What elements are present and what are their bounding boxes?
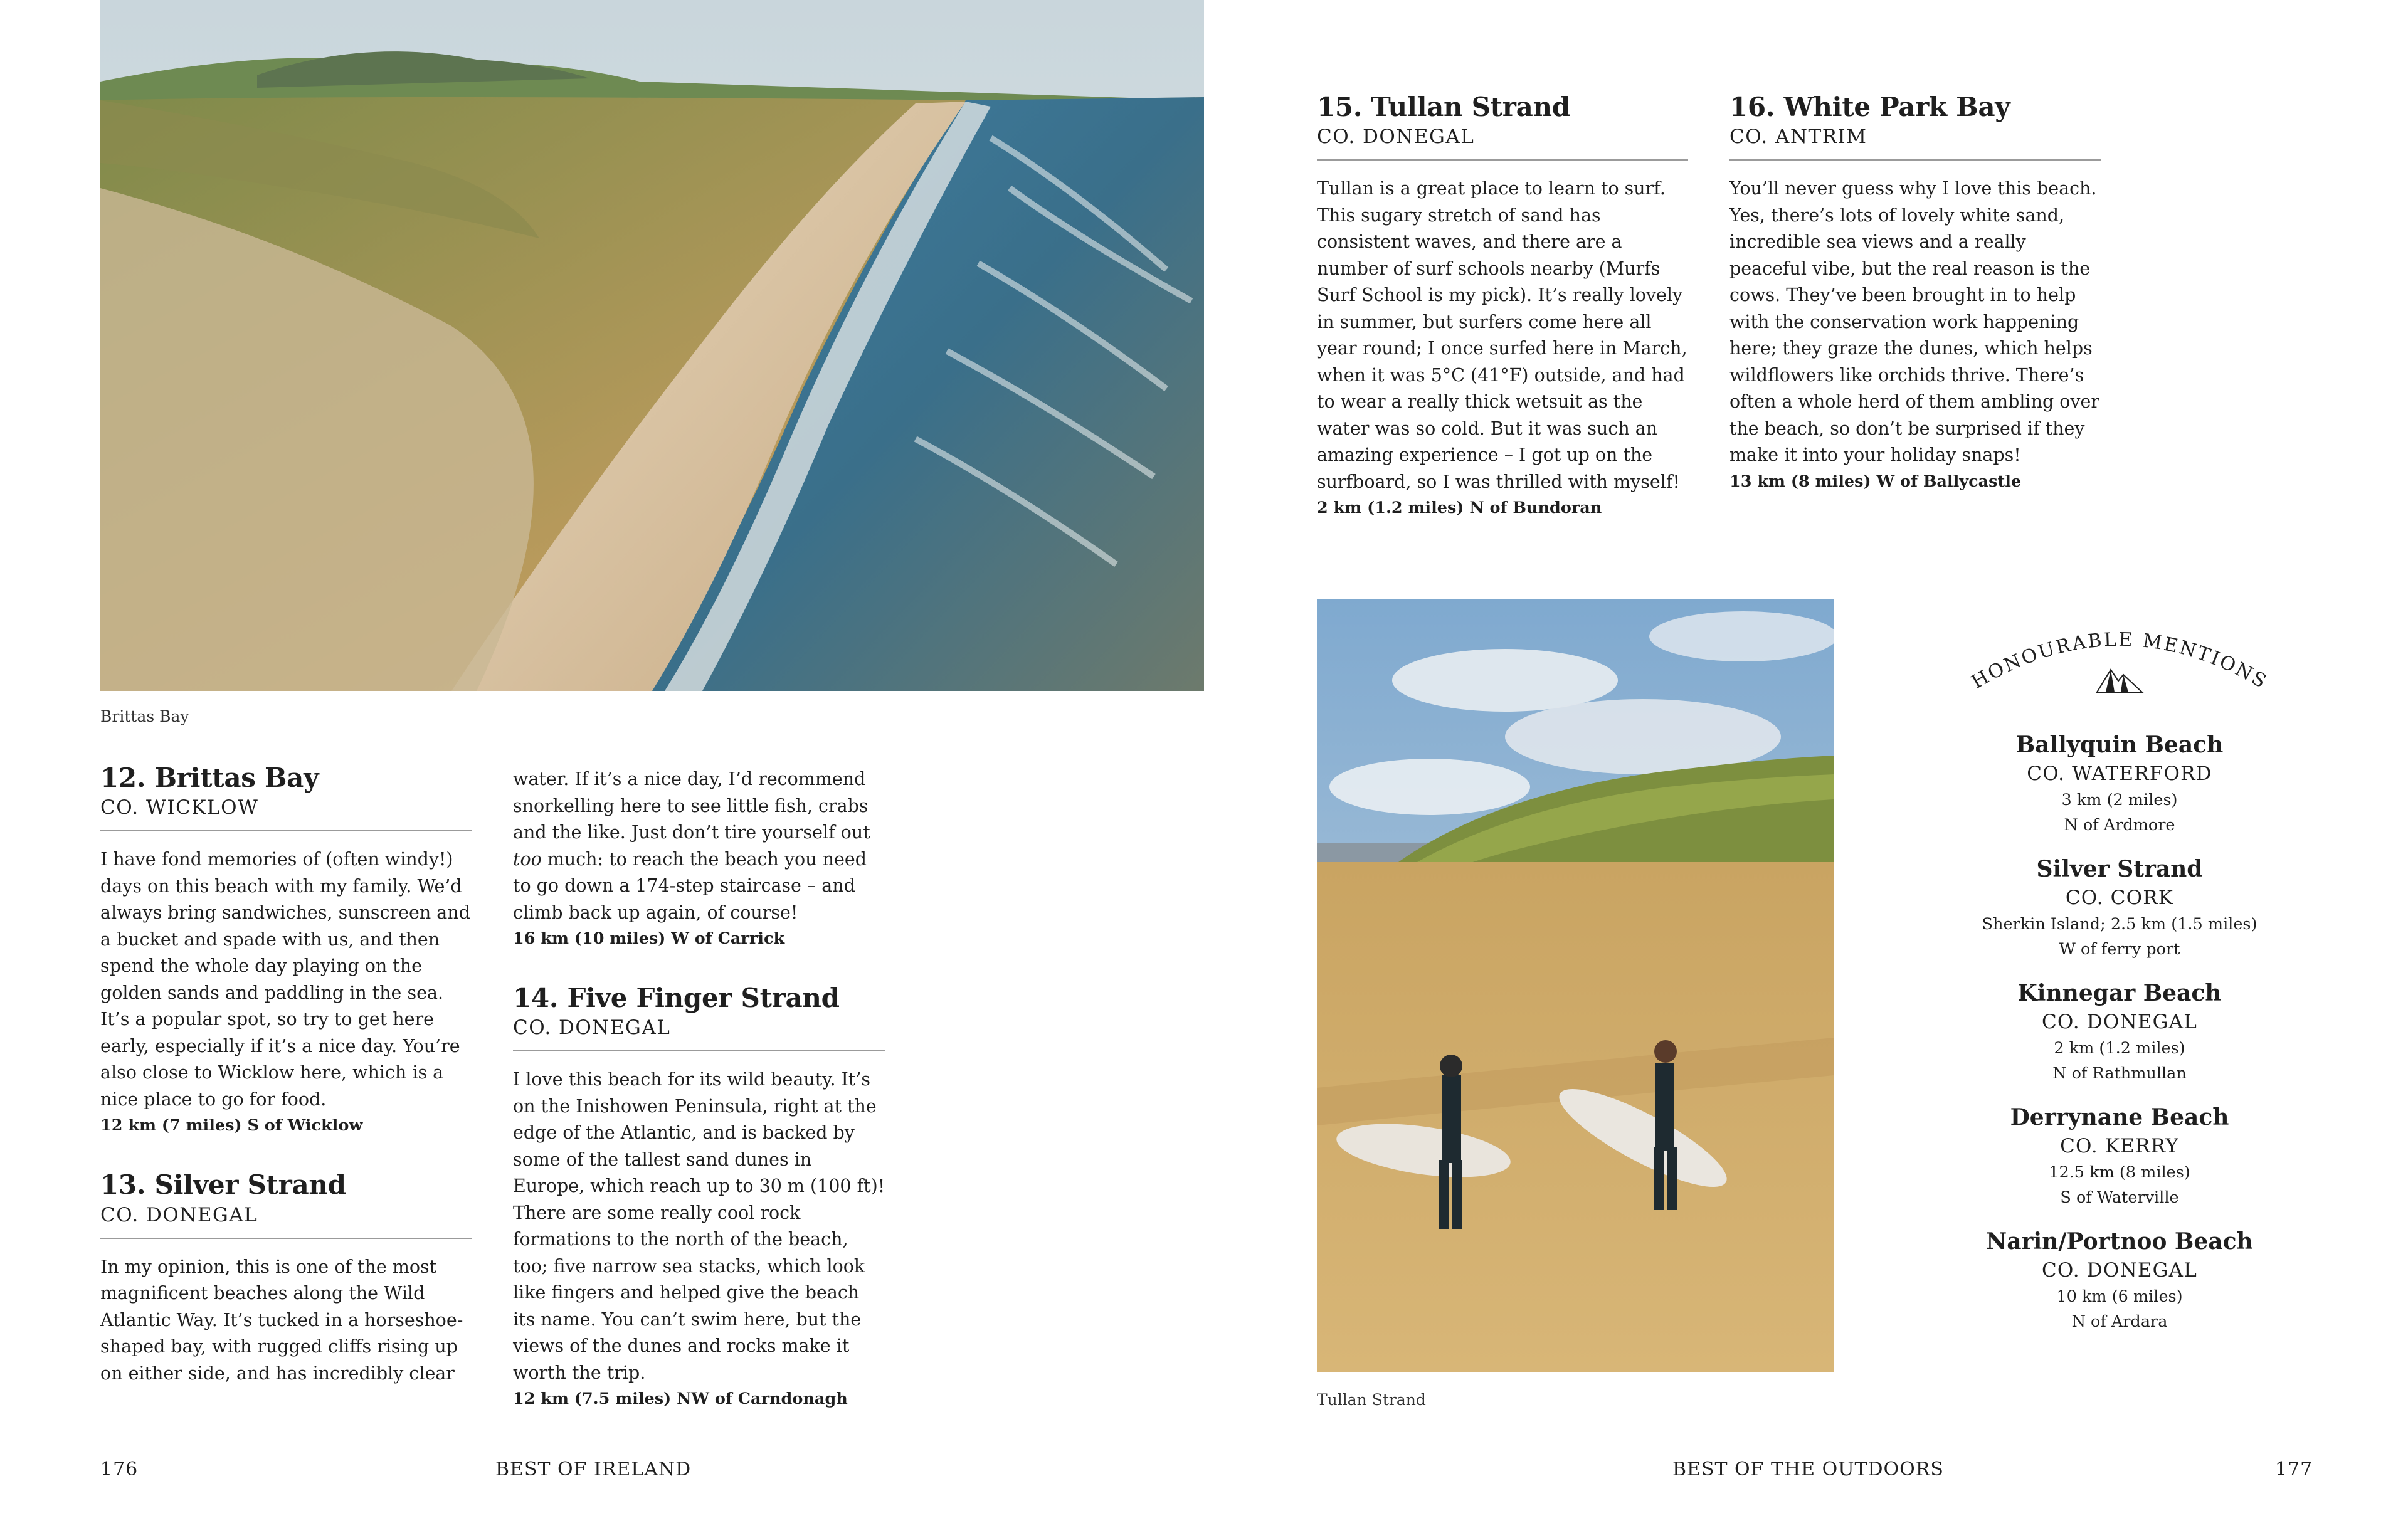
hm-entry-ballyquin	[1956, 730, 2283, 838]
left-column-1	[100, 762, 472, 1387]
hm-entry-silver-strand	[1956, 854, 2283, 962]
section-title: 15. Tullan Strand	[1317, 92, 1570, 122]
section-body: In my opinion, this is one of the most magnificent beaches along the Wild Atlantic Way. It’s tucked in a horseshoe-shaped bay, with rugged cliffs rising up on either side, and has incredibly clear	[100, 1256, 463, 1384]
hm-county: CO. DONEGAL	[2042, 1011, 2197, 1033]
hm-county: CO. WATERFORD	[2027, 762, 2212, 785]
brittas-bay-photo	[100, 0, 1204, 691]
honourable-mentions-heading	[1956, 614, 2283, 727]
section-title: 12. Brittas Bay	[100, 762, 319, 793]
section-body: Tullan is a great place to learn to surf. This sugary stretch of sand has consistent waves, and there are a number of surf schools nearby (Murfs Surf School is my pick). It’s really lovely in summer, but surfers come here all year round; I once surfed here in March, when it was 5°C (41°F) outside, and had to wear a really thick wetsuit as the water was so cold. But it was such an amazing experience – I got up on the surfboard, so I was thrilled with myself!	[1317, 178, 1687, 492]
hm-name: Narin/Portnoo Beach	[1986, 1228, 2253, 1255]
hm-direction: N of Rathmullan	[2052, 1064, 2187, 1083]
honourable-mentions-title: HONOURABLE MENTIONS	[1967, 628, 2272, 693]
section-county: CO. DONEGAL	[1317, 125, 1688, 161]
brittas-bay-caption: Brittas Bay	[100, 707, 189, 725]
continued-text-end: much: to reach the beach you need to go down a 174-step staircase – and climb back up again, of course!	[513, 848, 867, 923]
section-county: CO. DONEGAL	[100, 1204, 472, 1239]
hm-direction: S of Waterville	[2060, 1188, 2179, 1207]
section-five-finger-strand	[513, 982, 885, 1411]
hm-distance: Sherkin Island; 2.5 km (1.5 miles)	[1982, 915, 2258, 934]
section-county: CO. ANTRIM	[1729, 125, 2101, 161]
continued-italic: too	[513, 848, 542, 870]
hm-entry-narin-portnoo	[1956, 1226, 2283, 1334]
section-body: You’ll never guess why I love this beach. Yes, there’s lots of lovely white sand, incredible sea views and a really peaceful vibe, but the real reason is the cows. They’ve been brought in to help with the conservation work happening here; they graze the dunes, which helps wildflowers like orchids thrive. There’s often a whole herd of them ambling over the beach, so don’t be surprised if they make it into your holiday snaps!	[1729, 178, 2100, 466]
hm-direction: W of ferry port	[2059, 940, 2180, 959]
svg-text:HONOURABLE MENTIONS	[1968, 629, 2271, 693]
hm-distance: 10 km (6 miles)	[2056, 1287, 2183, 1306]
hm-direction: N of Ardara	[2071, 1312, 2168, 1331]
tullan-strand-photo	[1317, 599, 1834, 1372]
tullan-strand-caption: Tullan Strand	[1317, 1391, 1426, 1409]
section-silver-strand-donegal	[100, 1169, 472, 1387]
honourable-mentions	[1956, 614, 2283, 1351]
hm-entry-kinnegar	[1956, 978, 2283, 1086]
section-body: I love this beach for its wild beauty. It’s on the Inishowen Peninsula, right at the edge of the Atlantic, and is backed by some of the tallest sand dunes in Europe, which reach up to 30 m (100 ft)! There are some really cool rock formations to the north of the beach, too; five narrow sea stacks, which look like fingers and helped give the beach its name. You can’t swim here, but the views of the dunes and rocks make it worth the trip.	[513, 1069, 885, 1383]
section-distance: 12 km (7.5 miles) NW of Carndonagh	[513, 1389, 848, 1409]
hm-name: Kinnegar Beach	[2017, 980, 2222, 1006]
section-silver-strand-continued	[513, 766, 885, 951]
left-running-head: BEST OF IRELAND	[495, 1458, 692, 1480]
section-distance: 13 km (8 miles) W of Ballycastle	[1729, 471, 2022, 491]
hm-county: CO. KERRY	[2060, 1135, 2179, 1157]
left-page-number: 176	[100, 1458, 139, 1480]
section-tullan-strand	[1317, 92, 1688, 520]
section-title: 16. White Park Bay	[1729, 92, 2010, 122]
section-county: CO. WICKLOW	[100, 796, 472, 831]
section-distance: 2 km (1.2 miles) N of Bundoran	[1317, 498, 1602, 518]
section-body: I have fond memories of (often windy!) days on this beach with my family. We’d always bring sandwiches, sunscreen and a bucket and spade with us, and then spend the whole day playing on the golden sands and paddling in the sea. It’s a popular spot, so try to get here early, especially if it’s a nice day. You’re also close to Wicklow here, which is a nice place to go for food.	[100, 849, 470, 1110]
section-title: 14. Five Finger Strand	[513, 982, 840, 1013]
hm-direction: N of Ardmore	[2064, 816, 2175, 835]
hm-county: CO. CORK	[2065, 887, 2174, 909]
hm-entry-derrynane	[1956, 1102, 2283, 1210]
section-title: 13. Silver Strand	[100, 1169, 346, 1201]
honourable-mentions-list	[1956, 730, 2283, 1334]
right-page-number: 177	[2275, 1458, 2313, 1480]
hm-name: Silver Strand	[2036, 856, 2203, 882]
section-brittas-bay	[100, 762, 472, 1138]
section-body-continued	[513, 766, 885, 926]
continued-text: water. If it’s a nice day, I’d recommend snorkelling here to see little fish, crabs and the like. Just don’t tire yourself out	[513, 769, 870, 843]
hm-name: Ballyquin Beach	[2015, 732, 2224, 758]
section-white-park-bay	[1729, 92, 2101, 494]
section-distance: 12 km (7 miles) S of Wicklow	[100, 1116, 363, 1135]
right-running-head: BEST OF THE OUTDOORS	[1672, 1458, 1944, 1480]
right-column-1	[1317, 92, 1688, 520]
hm-distance: 3 km (2 miles)	[2061, 791, 2178, 809]
section-county: CO. DONEGAL	[513, 1016, 885, 1051]
hm-distance: 2 km (1.2 miles)	[2054, 1039, 2185, 1058]
hm-name: Derrynane Beach	[2010, 1104, 2229, 1130]
right-column-2	[1729, 92, 2101, 494]
mountain-icon	[2097, 670, 2142, 692]
hm-distance: 12.5 km (8 miles)	[2049, 1163, 2190, 1182]
left-column-2	[513, 766, 885, 1411]
section-distance: 16 km (10 miles) W of Carrick	[513, 929, 785, 948]
hm-county: CO. DONEGAL	[2042, 1259, 2197, 1282]
